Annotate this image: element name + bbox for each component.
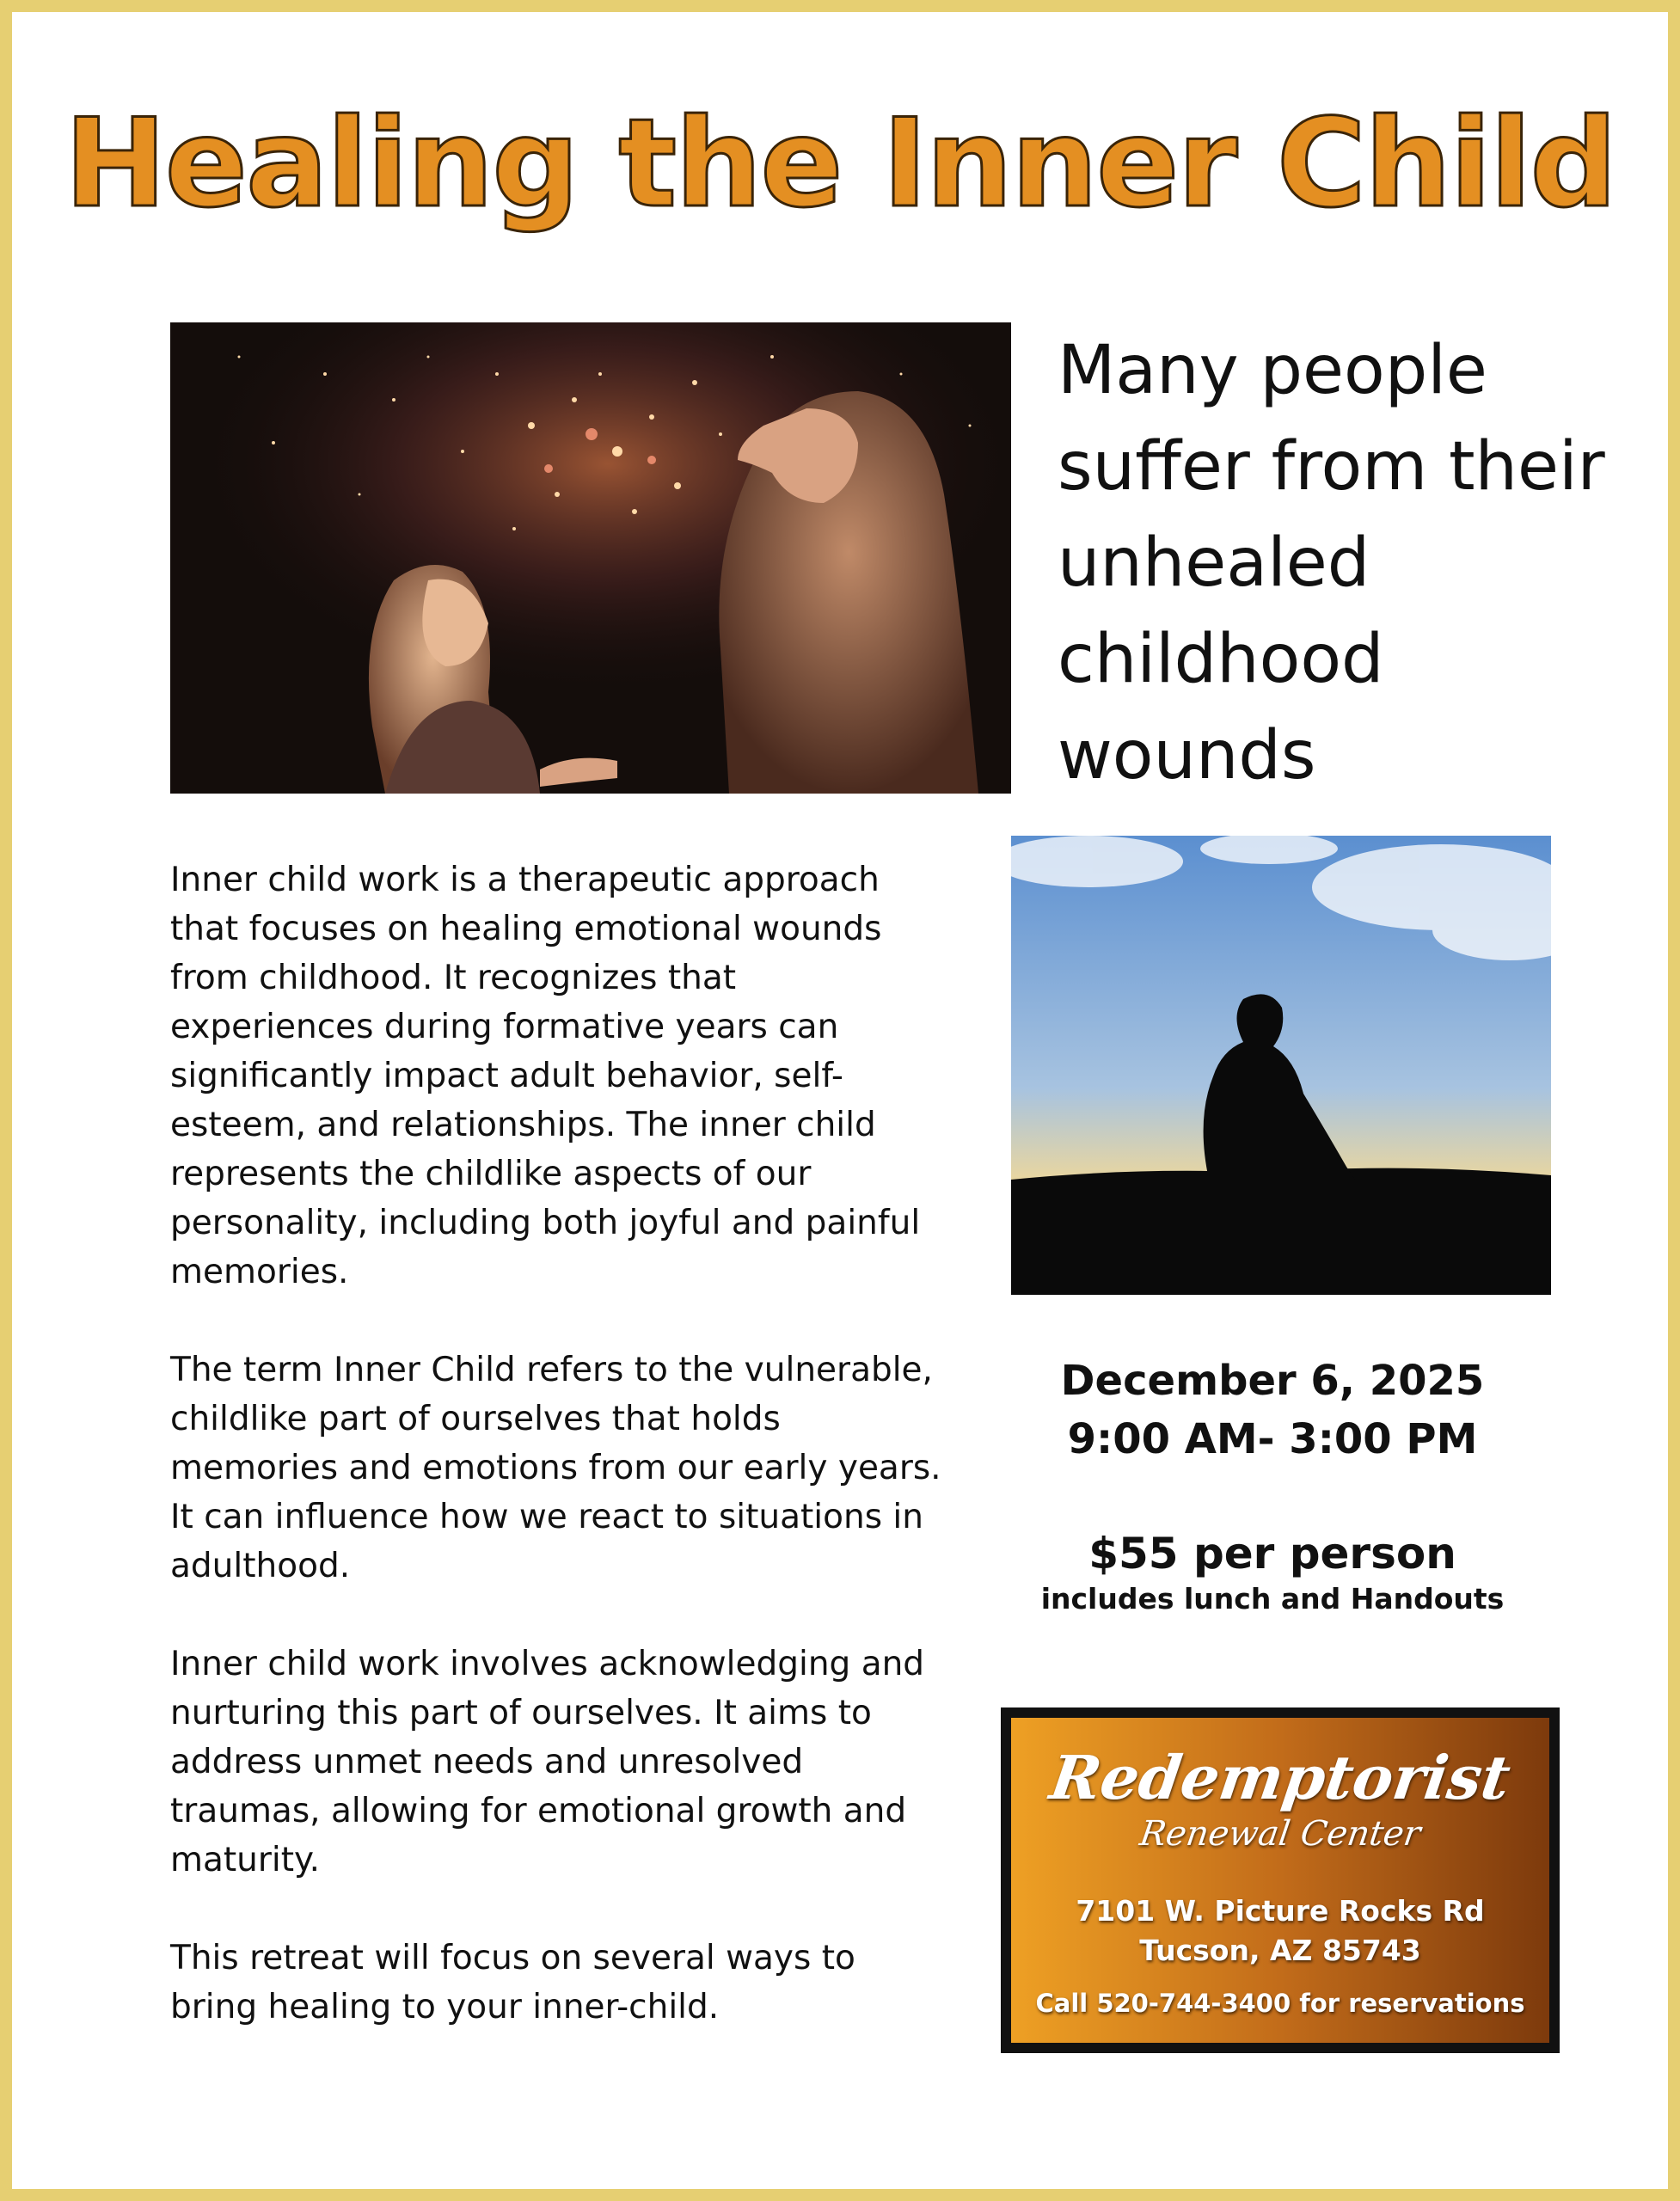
description-text — [170, 855, 944, 2081]
description-paragraph-4: This retreat will focus on several ways to bring healing to your inner-child. — [170, 1939, 855, 2026]
venue-address-line2: Tucson, AZ 85743 — [1139, 1934, 1421, 1967]
event-time: 9:00 AM- 3:00 PM — [1067, 1415, 1478, 1463]
venue-reservation-call: Call 520-744-3400 for reservations — [1035, 1989, 1525, 2018]
description-paragraph-3: Inner child work involves acknowledging and nurturing this part of ourselves. It aims to address unmet needs and unresolved traumas, allowing for emotional growth and maturity. — [170, 1645, 925, 1879]
venue-box — [1001, 1707, 1560, 2053]
description-paragraph-1: Inner child work is a therapeutic approach that focuses on healing emotional wounds from childhood. It recognizes that experiences during formative years can significantly impact adult behavior, self-esteem, and relationships. The inner child represents the childlike aspects of our personality, including both joyful and painful memories. — [170, 861, 921, 1291]
description-paragraph-2: The term Inner Child refers to the vulnerable, childlike part of ourselves that holds memories and emotions from our early years. It can influence how we react to situations in adulthood. — [170, 1351, 941, 1585]
event-price: $55 per person — [1088, 1529, 1456, 1579]
venue-logo-name: Redemptorist — [1045, 1742, 1515, 1813]
tagline: Many people suffer from their unhealed childhood wounds — [1058, 332, 1605, 794]
venue-address-line1: 7101 W. Picture Rocks Rd — [1076, 1894, 1485, 1928]
event-includes: includes lunch and Handouts — [1040, 1582, 1505, 1615]
mother-child-stars-image — [170, 322, 1011, 794]
event-date: December 6, 2025 — [1060, 1357, 1485, 1405]
event-details — [980, 1352, 1565, 1618]
venue-logo-subname: Renewal Center — [1137, 1814, 1424, 1854]
page-title: Healing the Inner Child — [64, 93, 1616, 235]
child-silhouette-sunset-image — [1011, 836, 1551, 1295]
